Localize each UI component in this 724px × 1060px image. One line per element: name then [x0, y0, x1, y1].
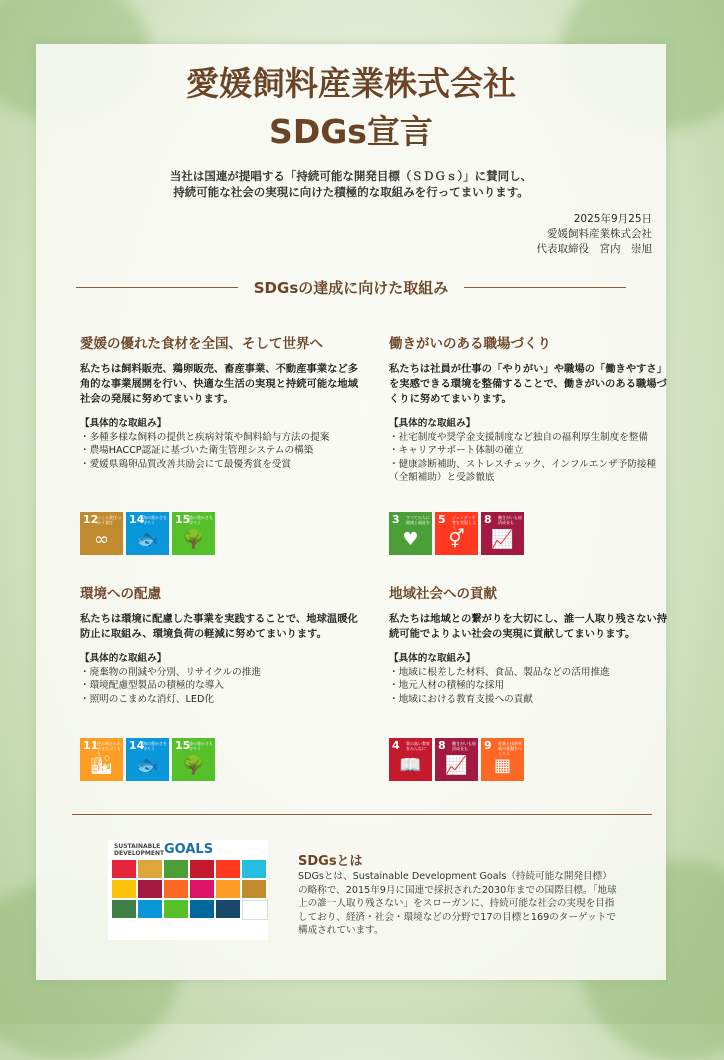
- sdg-goal-tile: [138, 900, 162, 918]
- sdg-goal-tile: [190, 860, 214, 878]
- specific-label: 【具体的な取組み】: [389, 418, 476, 429]
- section-heading: [76, 276, 626, 298]
- list-item: ・地域に根差した材料、食品、製品などの活用推進: [389, 666, 610, 678]
- sdg-12-icon: 12 つくる責任つかう責任 ∞: [80, 512, 123, 555]
- sdg-goal-tile: [216, 900, 240, 918]
- sdg-14-icon: 14 海の豊かさを守ろう 🐟: [126, 738, 169, 781]
- sdg-4-icon: 4 質の高い教育をみんなに 📖: [389, 738, 432, 781]
- specific-label: 【具体的な取組み】: [389, 653, 476, 664]
- divider: [464, 287, 626, 288]
- sdg-goal-tile: [242, 860, 266, 878]
- sdg-15-icon: 15 陸の豊かさも守ろう 🌳: [172, 738, 215, 781]
- sdg-icons: [80, 512, 215, 555]
- sdg-goal-tile: [190, 900, 214, 918]
- list-item: ・社宅制度や奨学金支援制度など独自の福利厚生制度を整備: [389, 431, 649, 443]
- list-item: ・農場HACCP認証に基づいた衛生管理システムの構築: [80, 445, 314, 456]
- sdg-15-icon: 15 陸の豊かさも守ろう 🌳: [172, 512, 215, 555]
- initiative-block: [389, 334, 671, 485]
- specific-label: 【具体的な取組み】: [80, 418, 167, 429]
- page-title: 愛媛飼料産業株式会社: [186, 64, 516, 103]
- list-item: ・環境配慮型製品の積極的な導入: [80, 680, 224, 691]
- block-heading: 働きがいのある職場づくり: [389, 336, 551, 352]
- specific-list: [389, 417, 671, 485]
- specific-list: [80, 417, 362, 471]
- sdg-9-icon: 9 産業と技術革新の基盤をつくろう ▦: [481, 738, 524, 781]
- sdg-goals-logo: [108, 840, 268, 940]
- signature: [537, 212, 653, 257]
- initiative-block: [80, 584, 362, 706]
- intro-line: 当社は国連が提唱する「持続可能な開発目標（ＳＤＧｓ）」に賛同し、: [169, 169, 533, 183]
- sdg-icons: [80, 738, 215, 781]
- logo-goals-text: GOALS: [164, 842, 214, 857]
- sdg-goal-tile: [138, 860, 162, 878]
- sdg-goal-tile: [242, 900, 268, 920]
- signature-representative: 代表取締役 宮内 崇旭: [536, 243, 652, 255]
- specific-list: [80, 652, 362, 706]
- divider: [76, 287, 238, 288]
- block-body: 私たちは社員が仕事の「やりがい」や職場の「働きやすさ」を実感できる環境を整備することで、働きがいのある職場づくりに努めてまいります。: [389, 363, 668, 405]
- list-item: ・愛媛県鶏卵品質改善共励会にて最優秀賞を受賞: [80, 458, 292, 470]
- list-item: ・照明のこまめな消灯、LED化: [80, 693, 214, 705]
- signature-company: 愛媛飼料産業株式会社: [547, 228, 652, 240]
- sdg-goal-tile: [216, 860, 240, 878]
- sdg-11-icon: 11 住み続けられるまちづくりを 🏙: [80, 738, 123, 781]
- about-heading: SDGsとは: [298, 854, 363, 869]
- sdg-14-icon: 14 海の豊かさを守ろう 🐟: [126, 512, 169, 555]
- sdg-goal-tile: [112, 880, 136, 898]
- intro-line: 持続可能な社会の実現に向けた積極的な取組みを行ってまいります。: [173, 185, 529, 199]
- list-item: ・キャリアサポート体制の確立: [389, 445, 524, 456]
- list-item: ・地元人材の積極的な採用: [389, 680, 505, 691]
- block-heading: 地域社会への貢献: [389, 586, 497, 602]
- sdg-goal-tile: [242, 880, 266, 898]
- initiative-block: [389, 584, 671, 706]
- sdg-goal-tile: [164, 880, 188, 898]
- list-item: ・廃棄物の削減や分別、リサイクルの推進: [80, 666, 261, 678]
- sdg-goal-tile: [164, 860, 188, 878]
- list-item: ・健康診断補助、ストレスチェック、インフルエンザ予防接種（全額補助）と受診徹底: [389, 458, 657, 483]
- sdg-icons: [389, 738, 524, 781]
- sdg-goal-tile: [190, 880, 214, 898]
- section-title: SDGsの達成に向けた取組み: [253, 278, 449, 297]
- sdg-8-icon: 8 働きがいも経済成長も 📈: [435, 738, 478, 781]
- sdg-5-icon: 5 ジェンダー平等を実現しよう ⚥: [435, 512, 478, 555]
- intro-text: [36, 168, 666, 200]
- sdg-goal-tile: [138, 880, 162, 898]
- block-body: 私たちは飼料販売、鶏卵販売、畜産事業、不動産事業など多角的な事業展開を行い、快適な生活の実現と持続可能な地域社会の発展に努めてまいります。: [80, 363, 359, 405]
- divider: [72, 814, 652, 815]
- sdg-goal-tile: [216, 880, 240, 898]
- block-heading: 愛媛の優れた食材を全国、そして世界へ: [80, 336, 323, 352]
- about-body: SDGsとは、Sustainable Development Goals（持続可能な開発目標）の略称で、2015年9月に国連で採択された2030年までの国際目標。「地球上の誰一人取り残さない」をスローガンに、持続可能な社会の実現を目指しており、経済・社会・環境などの分野で17の目標と169のターゲットで構成されています。: [298, 871, 617, 936]
- sdg-3-icon: 3 すべての人に健康と福祉を ♥: [389, 512, 432, 555]
- block-body: 私たちは地域との繋がりを大切にし、誰一人取り残さない持続可能でよりよい社会の実現に貢献してまいります。: [389, 613, 668, 640]
- sdg-8-icon: 8 働きがいも経済成長も 📈: [481, 512, 524, 555]
- page-subtitle: SDGs宣言: [269, 112, 433, 151]
- block-heading: 環境への配慮: [80, 586, 161, 602]
- sdg-goal-grid: [112, 860, 266, 920]
- logo-text: SUSTAINABLE DEVELOPMENT: [114, 843, 165, 857]
- specific-label: 【具体的な取組み】: [80, 653, 167, 664]
- sdg-goal-tile: [112, 860, 136, 878]
- sdg-goal-tile: [112, 900, 136, 918]
- specific-list: [389, 652, 671, 706]
- sdg-goal-tile: [164, 900, 188, 918]
- sdg-icons: [389, 512, 524, 555]
- list-item: ・地域における教育支援への貢献: [389, 693, 533, 705]
- initiative-block: [80, 334, 362, 471]
- declaration-card: [36, 44, 666, 980]
- signature-date: 2025年9月25日: [573, 213, 652, 225]
- block-body: 私たちは環境に配慮した事業を実践することで、地球温暖化防止に取組み、環境負荷の軽減に努めてまいります。: [80, 613, 358, 640]
- list-item: ・多種多様な飼料の提供と疾病対策や飼料給与方法の提案: [80, 431, 330, 443]
